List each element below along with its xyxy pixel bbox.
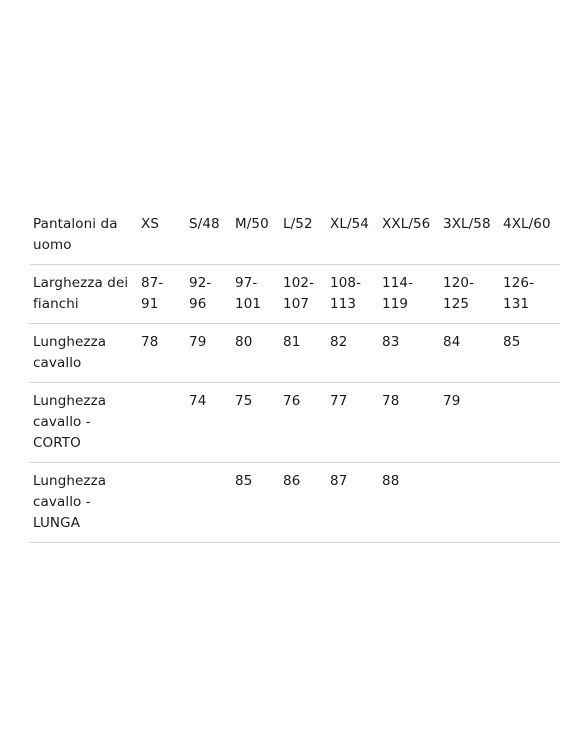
table-cell: 79 xyxy=(443,393,461,409)
table-cell: 88 xyxy=(382,473,400,489)
column-header: XXL/56 xyxy=(382,216,431,232)
row-label: Lunghezza cavallo xyxy=(33,334,107,371)
table-cell: 76 xyxy=(283,393,301,409)
table-cell: 85 xyxy=(503,334,521,350)
row-label: Larghezza dei fianchi xyxy=(33,275,129,312)
table-cell: 74 xyxy=(189,393,207,409)
table-cell: 97- 101 xyxy=(235,275,262,312)
column-header: XS xyxy=(141,216,160,232)
table-cell: 108- 113 xyxy=(330,275,362,312)
table-cell: 114- 119 xyxy=(382,275,414,312)
table-cell: 120- 125 xyxy=(443,275,475,312)
row-label: Lunghezza cavallo - CORTO xyxy=(33,393,107,451)
table-cell: 77 xyxy=(330,393,348,409)
table-header-row xyxy=(29,206,560,265)
table-cell xyxy=(138,463,186,479)
column-header: S/48 xyxy=(189,216,220,232)
table-cell: 92- 96 xyxy=(189,275,212,312)
column-header: Pantaloni da uomo xyxy=(33,216,118,253)
table-cell: 78 xyxy=(382,393,400,409)
table-cell xyxy=(186,463,233,479)
table-cell: 80 xyxy=(235,334,253,350)
table-cell: 84 xyxy=(443,334,461,350)
table-cell: 87 xyxy=(330,473,348,489)
table-cell: 86 xyxy=(283,473,301,489)
table-cell xyxy=(501,463,560,479)
column-header: M/50 xyxy=(235,216,269,232)
column-header: L/52 xyxy=(283,216,313,232)
table-cell: 83 xyxy=(382,334,400,350)
column-header: 3XL/58 xyxy=(443,216,491,232)
table-row xyxy=(29,383,560,463)
table-cell: 87- 91 xyxy=(141,275,164,312)
size-table xyxy=(29,206,560,543)
table-row xyxy=(29,324,560,383)
table-row xyxy=(29,265,560,324)
table-cell xyxy=(138,383,186,399)
column-header: 4XL/60 xyxy=(503,216,551,232)
column-header: XL/54 xyxy=(330,216,369,232)
table-cell xyxy=(501,383,560,399)
table-cell: 78 xyxy=(141,334,159,350)
table-row xyxy=(29,463,560,543)
table-cell: 82 xyxy=(330,334,348,350)
table-cell: 102- 107 xyxy=(283,275,315,312)
table-cell: 85 xyxy=(235,473,253,489)
table-cell: 75 xyxy=(235,393,253,409)
table-cell: 79 xyxy=(189,334,207,350)
row-label: Lunghezza cavallo - LUNGA xyxy=(33,473,107,531)
table-cell: 126- 131 xyxy=(503,275,535,312)
table-cell: 81 xyxy=(283,334,301,350)
table-cell xyxy=(440,463,501,479)
